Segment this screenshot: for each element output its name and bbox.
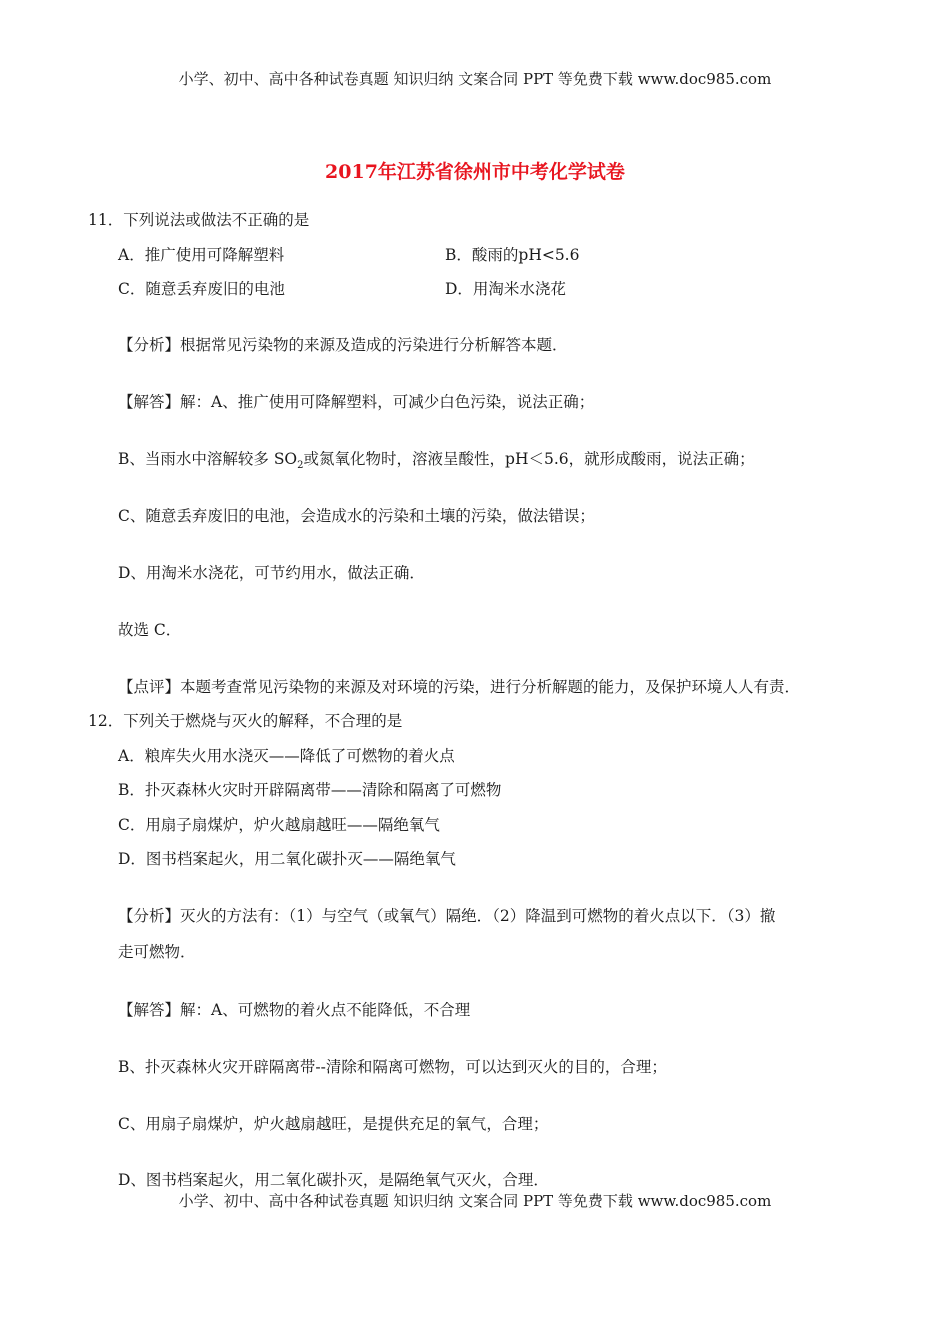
- q12-stem: 12．下列关于燃烧与灭火的解释，不合理的是: [88, 712, 403, 730]
- q11-line-b: B、当雨水中溶解较多 $SO_2$或氮氧化物时，溶液呈酸性，pH＜5.6，就形成酸雨，说法正确；: [118, 450, 755, 472]
- q12-line-b: B、扑灭森林火灾开辟隔离带--清除和隔离可燃物，可以达到灭火的目的，合理；: [118, 1058, 667, 1076]
- q12-option-c: C．用扇子扇煤炉，炉火越扇越旺——隔绝氧气: [118, 816, 440, 834]
- q11-option-d: D．用淘米水浇花: [445, 280, 566, 298]
- q12-line-c: C、用扇子扇煤炉，炉火越扇越旺，是提供充足的氧气，合理；: [118, 1115, 549, 1133]
- page-header: 小学、初中、高中各种试卷真题 知识归纳 文案合同 PPT 等免费下载 www.doc985.com: [178, 70, 772, 88]
- q11-answer: 【解答】解：A、推广使用可降解塑料，可减少白色污染，说法正确；: [118, 393, 595, 411]
- q11-option-c: C．随意丢弃废旧的电池: [118, 280, 285, 298]
- q12-option-a: A．粮库失火用水浇灭——降低了可燃物的着火点: [118, 747, 455, 765]
- q12-analysis-line1: 【分析】灭火的方法有：（1）与空气（或氧气）隔绝．（2）降温到可燃物的着火点以下．（3）撤: [118, 907, 776, 925]
- q11-option-b: B．酸雨的pH<5.6: [445, 246, 580, 264]
- q12-option-d: D．图书档案起火，用二氧化碳扑灭——隔绝氧气: [118, 850, 456, 868]
- q11-analysis: 【分析】根据常见污染物的来源及造成的污染进行分析解答本题．: [118, 336, 568, 354]
- q12-answer: 【解答】解：A、可燃物的着火点不能降低，不合理: [118, 1001, 471, 1019]
- page-footer: 小学、初中、高中各种试卷真题 知识归纳 文案合同 PPT 等免费下载 www.doc985.com: [178, 1192, 772, 1210]
- q11-option-a: A．推广使用可降解塑料: [118, 246, 285, 264]
- q11-choice: 故选 C．: [118, 621, 182, 639]
- q12-analysis-line2: 走可燃物．: [118, 943, 196, 961]
- page-title: 2017年江苏省徐州市中考化学试卷: [325, 161, 625, 183]
- q12-line-d: D、图书档案起火，用二氧化碳扑灭，是隔绝氧气灭火，合理．: [118, 1171, 549, 1189]
- q11-comment: 【点评】本题考查常见污染物的来源及对环境的污染，进行分析解题的能力，及保护环境人人有责．: [118, 678, 801, 696]
- q12-option-b: B．扑灭森林火灾时开辟隔离带——清除和隔离了可燃物: [118, 781, 502, 799]
- q11-stem: 11．下列说法或做法不正确的是: [88, 211, 310, 229]
- q11-line-c: C、随意丢弃废旧的电池，会造成水的污染和土壤的污染，做法错误；: [118, 507, 595, 525]
- q11-line-d: D、用淘米水浇花，可节约用水，做法正确．: [118, 564, 425, 582]
